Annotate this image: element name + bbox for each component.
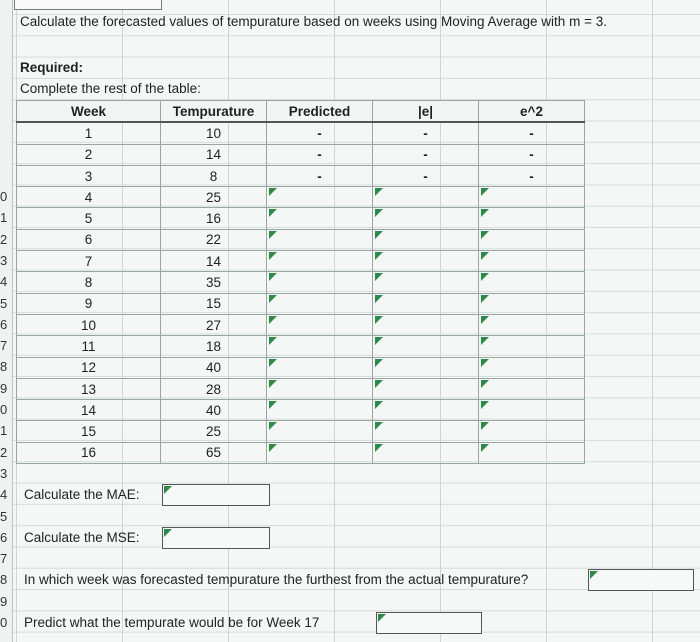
table-row	[17, 421, 585, 442]
row-number: 4	[0, 487, 8, 503]
tempurature-cell-value: 65	[205, 445, 222, 461]
predicted-cell[interactable]	[267, 336, 373, 357]
tempurature-cell-value: 25	[205, 424, 222, 440]
week-cell	[17, 357, 161, 378]
input-indicator-icon	[269, 231, 277, 239]
week-cell	[17, 144, 161, 165]
week-cell-value: 1	[84, 125, 93, 141]
input-indicator-icon	[164, 529, 172, 537]
week-cell-value: 16	[80, 445, 97, 461]
week-cell-value: 3	[84, 168, 93, 184]
input-indicator-icon	[375, 273, 383, 281]
abs-error-cell[interactable]	[373, 293, 479, 314]
input-indicator-icon	[375, 401, 383, 409]
mse-answer-cell[interactable]	[162, 527, 270, 549]
abs-error-cell[interactable]	[373, 122, 479, 144]
tempurature-cell-value: 28	[205, 381, 222, 397]
squared-error-cell[interactable]	[479, 314, 585, 335]
squared-error-cell[interactable]	[479, 378, 585, 399]
tempurature-cell	[161, 165, 267, 186]
squared-error-cell[interactable]	[479, 272, 585, 293]
week-cell-value: 11	[81, 338, 96, 354]
table-row	[17, 165, 585, 186]
table-row	[17, 336, 585, 357]
squared-error-cell[interactable]	[479, 251, 585, 272]
required-label: Required:	[20, 60, 84, 75]
week-cell	[17, 421, 161, 442]
input-indicator-icon	[269, 359, 277, 367]
predicted-cell[interactable]	[267, 272, 373, 293]
input-indicator-icon	[269, 444, 277, 452]
week-cell	[17, 378, 161, 399]
table-row	[17, 400, 585, 421]
na-dash: -	[317, 125, 322, 141]
week-cell	[17, 293, 161, 314]
tempurature-cell-value: 10	[205, 125, 222, 141]
week-cell	[17, 229, 161, 250]
squared-error-cell[interactable]	[479, 229, 585, 250]
predicted-cell[interactable]	[267, 314, 373, 335]
mae-answer-cell[interactable]	[162, 484, 270, 506]
row-number: 3	[0, 465, 8, 481]
predicted-cell[interactable]	[267, 187, 373, 208]
input-indicator-icon	[378, 614, 386, 622]
table-row	[17, 378, 585, 399]
squared-error-cell[interactable]	[479, 442, 585, 463]
predicted-cell[interactable]	[267, 165, 373, 186]
abs-error-cell[interactable]	[373, 357, 479, 378]
input-indicator-icon	[375, 359, 383, 367]
week-cell	[17, 314, 161, 335]
table-row	[17, 229, 585, 250]
week-cell-value: 5	[84, 211, 93, 227]
squared-error-cell[interactable]	[479, 400, 585, 421]
furthest-week-answer-cell[interactable]	[588, 569, 694, 591]
row-number: 6	[0, 316, 8, 332]
row-number: 2	[0, 231, 8, 247]
week-cell	[17, 165, 161, 186]
input-indicator-icon	[481, 231, 489, 239]
week-cell-value: 4	[84, 189, 93, 205]
abs-error-cell[interactable]	[373, 400, 479, 421]
na-dash: -	[317, 168, 322, 184]
input-indicator-icon	[269, 337, 277, 345]
input-indicator-icon	[481, 295, 489, 303]
furthest-week-label: In which week was forecasted tempurature the furthest from the actual tempurature?	[24, 572, 529, 587]
week-cell-value: 7	[84, 253, 93, 269]
squared-error-cell[interactable]	[479, 293, 585, 314]
week-cell	[17, 187, 161, 208]
input-indicator-icon	[375, 252, 383, 260]
week-cell	[17, 442, 161, 463]
predicted-cell[interactable]	[267, 442, 373, 463]
row-number: 2	[0, 444, 8, 460]
selected-cell[interactable]	[14, 0, 162, 10]
abs-error-cell[interactable]	[373, 272, 479, 293]
input-indicator-icon	[481, 188, 489, 196]
input-indicator-icon	[375, 188, 383, 196]
tempurature-cell	[161, 400, 267, 421]
squared-error-cell[interactable]	[479, 208, 585, 229]
input-indicator-icon	[375, 231, 383, 239]
week-cell-value: 12	[80, 360, 97, 376]
input-indicator-icon	[269, 401, 277, 409]
row-number: 0	[0, 615, 8, 630]
abs-error-cell[interactable]	[373, 208, 479, 229]
week-cell-value: 10	[80, 317, 97, 333]
input-indicator-icon	[375, 316, 383, 324]
input-indicator-icon	[375, 380, 383, 388]
input-indicator-icon	[269, 273, 277, 281]
na-dash: -	[529, 168, 534, 184]
row-number: 8	[0, 572, 8, 588]
predicted-cell[interactable]	[267, 229, 373, 250]
tempurature-cell	[161, 442, 267, 463]
na-dash: -	[423, 125, 428, 141]
tempurature-cell	[161, 357, 267, 378]
input-indicator-icon	[481, 380, 489, 388]
input-indicator-icon	[481, 252, 489, 260]
mae-label: Calculate the MAE:	[24, 487, 140, 502]
forecast-table	[16, 100, 585, 464]
row-number: 9	[0, 593, 8, 609]
tempurature-cell	[161, 314, 267, 335]
page-title: Calculate the forecasted values of tempurature based on weeks using Moving Average with m = 3.	[20, 14, 607, 29]
table-row	[17, 293, 585, 314]
abs-error-cell[interactable]	[373, 421, 479, 442]
table-row	[17, 208, 585, 229]
tempurature-cell	[161, 229, 267, 250]
na-dash: -	[529, 125, 534, 141]
header-predicted: Predicted	[267, 101, 373, 123]
tempurature-cell-value: 35	[205, 275, 222, 291]
input-indicator-icon	[375, 422, 383, 430]
abs-error-cell[interactable]	[373, 251, 479, 272]
header-squared-error: e^2	[479, 101, 585, 123]
week-cell-value: 2	[84, 147, 93, 163]
abs-error-cell[interactable]	[373, 229, 479, 250]
input-indicator-icon	[269, 209, 277, 217]
row-number: 3	[0, 252, 8, 268]
row-number: 0	[0, 402, 8, 417]
table-row	[17, 187, 585, 208]
tempurature-cell	[161, 272, 267, 293]
week-cell-value: 9	[84, 296, 93, 312]
input-indicator-icon	[481, 273, 489, 281]
input-indicator-icon	[269, 422, 277, 430]
predicted-cell[interactable]	[267, 144, 373, 165]
tempurature-cell	[161, 336, 267, 357]
abs-error-cell[interactable]	[373, 187, 479, 208]
input-indicator-icon	[164, 486, 172, 494]
input-indicator-icon	[269, 380, 277, 388]
squared-error-cell[interactable]	[479, 336, 585, 357]
row-number: 0	[0, 189, 8, 204]
na-dash: -	[423, 147, 428, 163]
input-indicator-icon	[375, 295, 383, 303]
tempurature-cell-value: 27	[205, 317, 222, 333]
input-indicator-icon	[481, 209, 489, 217]
week-cell	[17, 208, 161, 229]
squared-error-cell[interactable]	[479, 165, 585, 186]
tempurature-cell	[161, 293, 267, 314]
tempurature-cell	[161, 144, 267, 165]
week-cell-value: 15	[80, 424, 97, 440]
tempurature-cell-value: 16	[205, 211, 222, 227]
squared-error-cell[interactable]	[479, 357, 585, 378]
week17-label: Predict what the tempurate would be for Week 17	[24, 615, 320, 630]
input-indicator-icon	[481, 359, 489, 367]
tempurature-cell	[161, 421, 267, 442]
row-number: 6	[0, 529, 8, 545]
input-indicator-icon	[481, 337, 489, 345]
tempurature-cell-value: 14	[205, 253, 222, 269]
squared-error-cell[interactable]	[479, 421, 585, 442]
abs-error-cell[interactable]	[373, 378, 479, 399]
tempurature-cell-value: 18	[205, 338, 222, 354]
input-indicator-icon	[375, 209, 383, 217]
na-dash: -	[423, 168, 428, 184]
input-indicator-icon	[269, 295, 277, 303]
abs-error-cell[interactable]	[373, 336, 479, 357]
table-row	[17, 251, 585, 272]
input-indicator-icon	[481, 401, 489, 409]
row-number: 4	[0, 274, 8, 290]
tempurature-cell	[161, 251, 267, 272]
input-indicator-icon	[481, 444, 489, 452]
table-row	[17, 144, 585, 165]
tempurature-cell	[161, 208, 267, 229]
abs-error-cell[interactable]	[373, 442, 479, 463]
row-header-column	[0, 0, 13, 642]
input-indicator-icon	[269, 252, 277, 260]
na-dash: -	[317, 147, 322, 163]
table-row	[17, 442, 585, 463]
row-number: 5	[0, 508, 8, 524]
week-cell-value: 6	[84, 232, 93, 248]
tempurature-cell-value: 40	[205, 402, 222, 418]
tempurature-cell-value: 25	[205, 189, 222, 205]
week-cell-value: 13	[80, 381, 97, 397]
row-number: 7	[0, 338, 8, 354]
input-indicator-icon	[375, 444, 383, 452]
header-abs-error: |e|	[373, 101, 479, 123]
header-tempurature: Tempurature	[161, 101, 267, 123]
tempurature-cell	[161, 378, 267, 399]
tempurature-cell-value: 40	[205, 360, 222, 376]
squared-error-cell[interactable]	[479, 187, 585, 208]
row-number: 8	[0, 359, 8, 375]
predicted-cell[interactable]	[267, 421, 373, 442]
input-indicator-icon	[269, 316, 277, 324]
input-indicator-icon	[590, 571, 598, 579]
tempurature-cell-value: 14	[205, 147, 222, 163]
week-cell	[17, 400, 161, 421]
tempurature-cell-value: 15	[205, 296, 222, 312]
predicted-cell[interactable]	[267, 378, 373, 399]
predicted-cell[interactable]	[267, 251, 373, 272]
table-row	[17, 122, 585, 144]
row-number: 5	[0, 295, 8, 311]
week-cell	[17, 251, 161, 272]
squared-error-cell[interactable]	[479, 122, 585, 144]
predicted-cell[interactable]	[267, 122, 373, 144]
table-row	[17, 357, 585, 378]
abs-error-cell[interactable]	[373, 165, 479, 186]
week-cell	[17, 122, 161, 144]
table-row	[17, 314, 585, 335]
row-number: 1	[0, 423, 8, 439]
input-indicator-icon	[375, 337, 383, 345]
input-indicator-icon	[269, 188, 277, 196]
tempurature-cell	[161, 187, 267, 208]
predicted-cell[interactable]	[267, 357, 373, 378]
predicted-cell[interactable]	[267, 293, 373, 314]
squared-error-cell[interactable]	[479, 144, 585, 165]
row-number: 9	[0, 380, 8, 396]
week-cell	[17, 336, 161, 357]
tempurature-cell-value: 8	[209, 168, 218, 184]
tempurature-cell	[161, 122, 267, 144]
table-row	[17, 272, 585, 293]
week-cell-value: 8	[84, 275, 93, 291]
predicted-cell[interactable]	[267, 400, 373, 421]
abs-error-cell[interactable]	[373, 314, 479, 335]
instruction-text: Complete the rest of the table:	[20, 81, 201, 96]
input-indicator-icon	[481, 316, 489, 324]
week17-answer-cell[interactable]	[376, 612, 482, 634]
tempurature-cell-value: 22	[205, 232, 222, 248]
na-dash: -	[529, 147, 534, 163]
predicted-cell[interactable]	[267, 208, 373, 229]
row-number: 7	[0, 551, 8, 567]
mse-label: Calculate the MSE:	[24, 530, 140, 545]
input-indicator-icon	[481, 422, 489, 430]
table-header-row	[17, 101, 585, 123]
abs-error-cell[interactable]	[373, 144, 479, 165]
week-cell	[17, 272, 161, 293]
header-week: Week	[17, 101, 161, 123]
row-number: 1	[0, 210, 8, 226]
week-cell-value: 14	[80, 402, 97, 418]
